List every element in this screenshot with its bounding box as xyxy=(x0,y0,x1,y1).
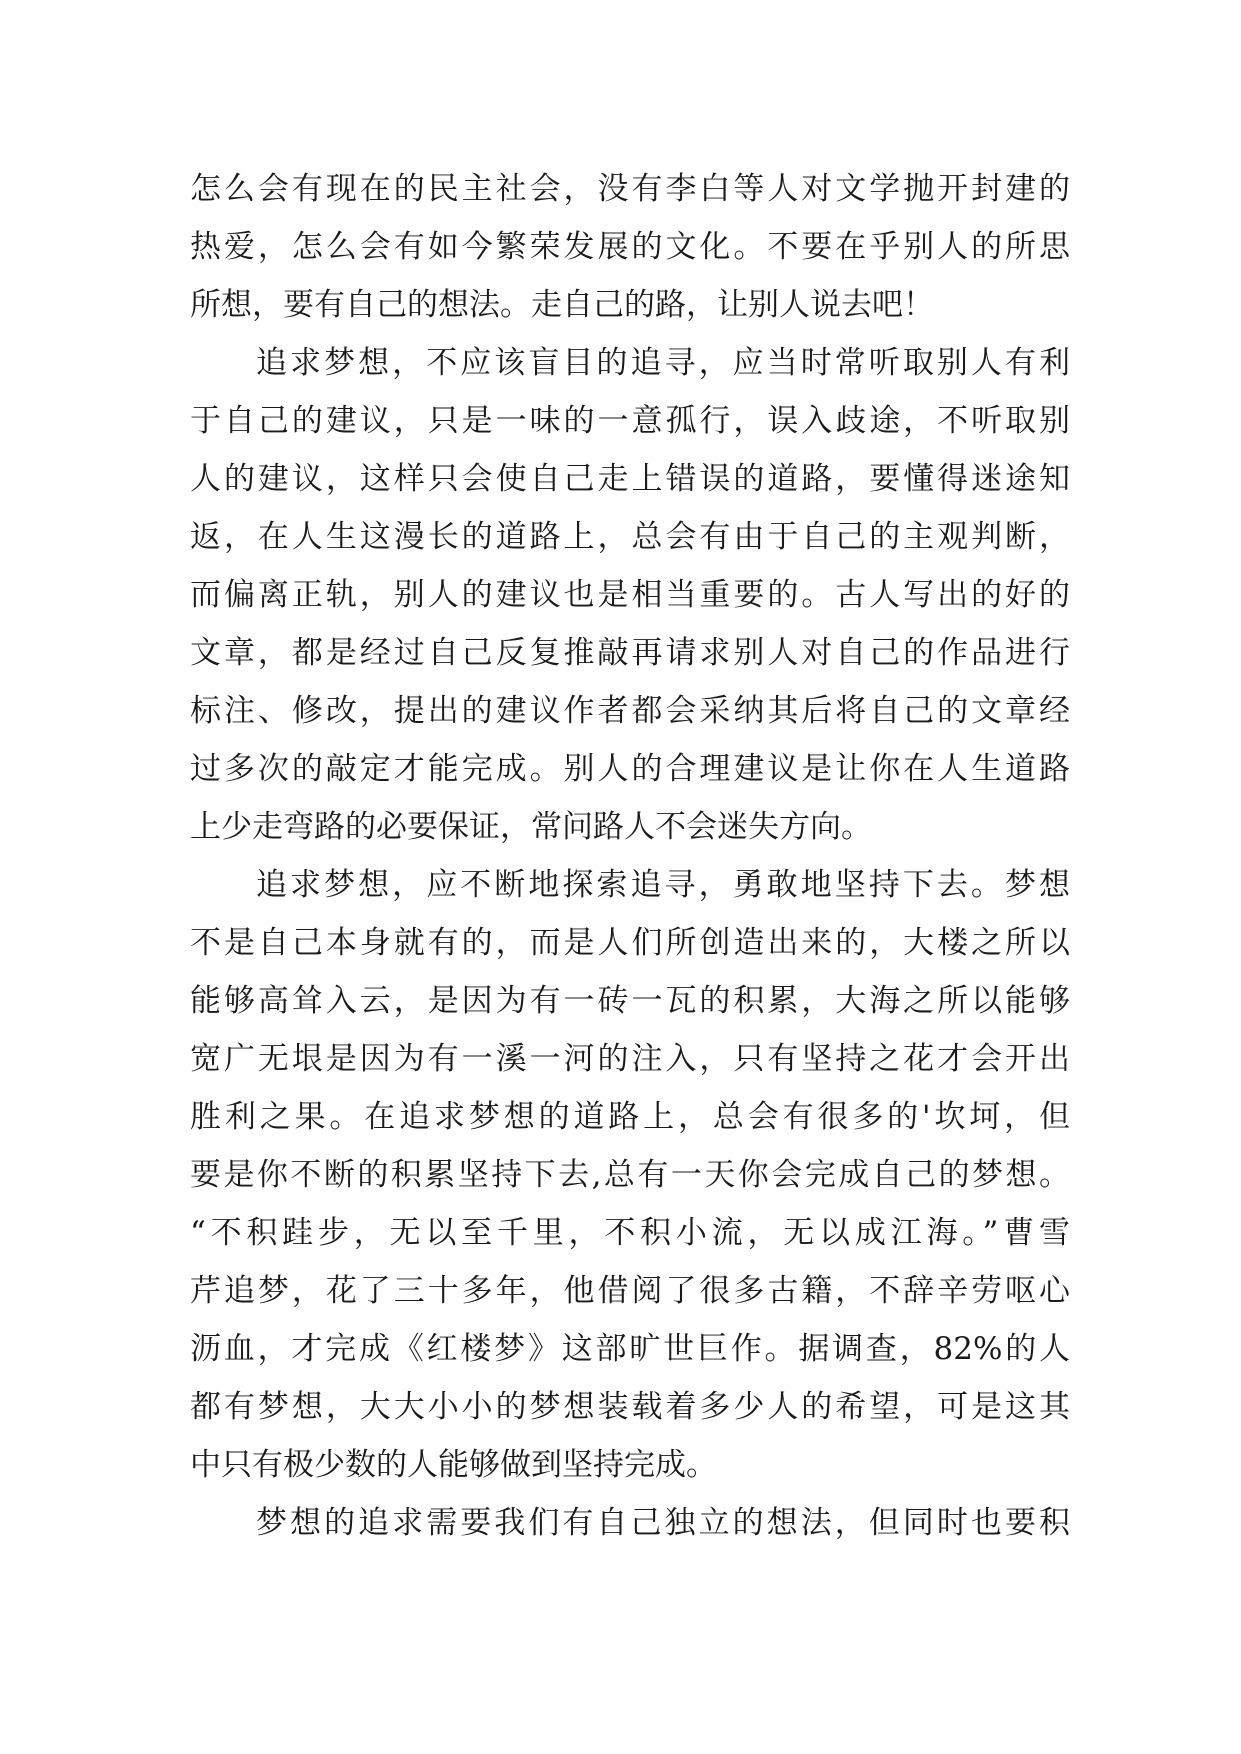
text-line: 上少走弯路的必要保证，常问路人不会迷失方向。 xyxy=(190,809,872,845)
text-line: 要是你不断的积累坚持下去,总有一天你会完成自己的梦想。 xyxy=(190,1157,1070,1193)
text-line: 能够高耸入云，是因为有一砖一瓦的积累，大海之所以能够 xyxy=(190,983,1070,1019)
text-line: 怎么会有现在的民主社会，没有李白等人对文学抛开封建的 xyxy=(190,171,1070,207)
text-line: 不是自己本身就有的，而是人们所创造出来的，大楼之所以 xyxy=(190,925,1070,961)
body-text xyxy=(190,160,1070,1552)
text-line: 宽广无垠是因为有一溪一河的注入，只有坚持之花才会开出 xyxy=(190,1041,1070,1077)
text-line: 芹追梦，花了三十多年，他借阅了很多古籍，不辞辛劳呕心 xyxy=(190,1273,1070,1309)
text-line: 都有梦想，大大小小的梦想装载着多少人的希望，可是这其 xyxy=(190,1389,1070,1425)
text-line: 追求梦想，应不断地探索追寻，勇敢地坚持下去。梦想 xyxy=(256,867,1070,903)
text-line: 梦想的追求需要我们有自己独立的想法，但同时也要积 xyxy=(256,1505,1070,1541)
text-line: 沥血，才完成《红楼梦》这部旷世巨作。据调查，82%的人 xyxy=(190,1331,1070,1367)
text-line: 标注、修改，提出的建议作者都会采纳其后将自己的文章经 xyxy=(190,693,1070,729)
text-line: 文章，都是经过自己反复推敲再请求别人对自己的作品进行 xyxy=(190,635,1070,671)
text-line: 胜利之果。在追求梦想的道路上，总会有很多的'坎坷，但 xyxy=(190,1099,1070,1135)
text-line: 追求梦想，不应该盲目的追寻，应当时常听取别人有利 xyxy=(256,345,1070,381)
text-line: 而偏离正轨，别人的建议也是相当重要的。古人写出的好的 xyxy=(190,577,1070,613)
text-line: 所想，要有自己的想法。走自己的路，让别人说去吧！ xyxy=(190,287,934,323)
text-line: 热爱，怎么会有如今繁荣发展的文化。不要在乎别人的所思 xyxy=(190,229,1070,265)
text-line: 人的建议，这样只会使自己走上错误的道路，要懂得迷途知 xyxy=(190,461,1070,497)
text-line: 返，在人生这漫长的道路上，总会有由于自己的主观判断， xyxy=(190,519,1070,555)
text-line: 过多次的敲定才能完成。别人的合理建议是让你在人生道路 xyxy=(190,751,1070,787)
text-line: 中只有极少数的人能够做到坚持完成。 xyxy=(190,1447,717,1483)
text-line: “不积跬步，无以至千里，不积小流，无以成江海。”曹雪 xyxy=(190,1215,1070,1251)
text-line: 于自己的建议，只是一味的一意孤行，误入歧途，不听取别 xyxy=(190,403,1070,439)
